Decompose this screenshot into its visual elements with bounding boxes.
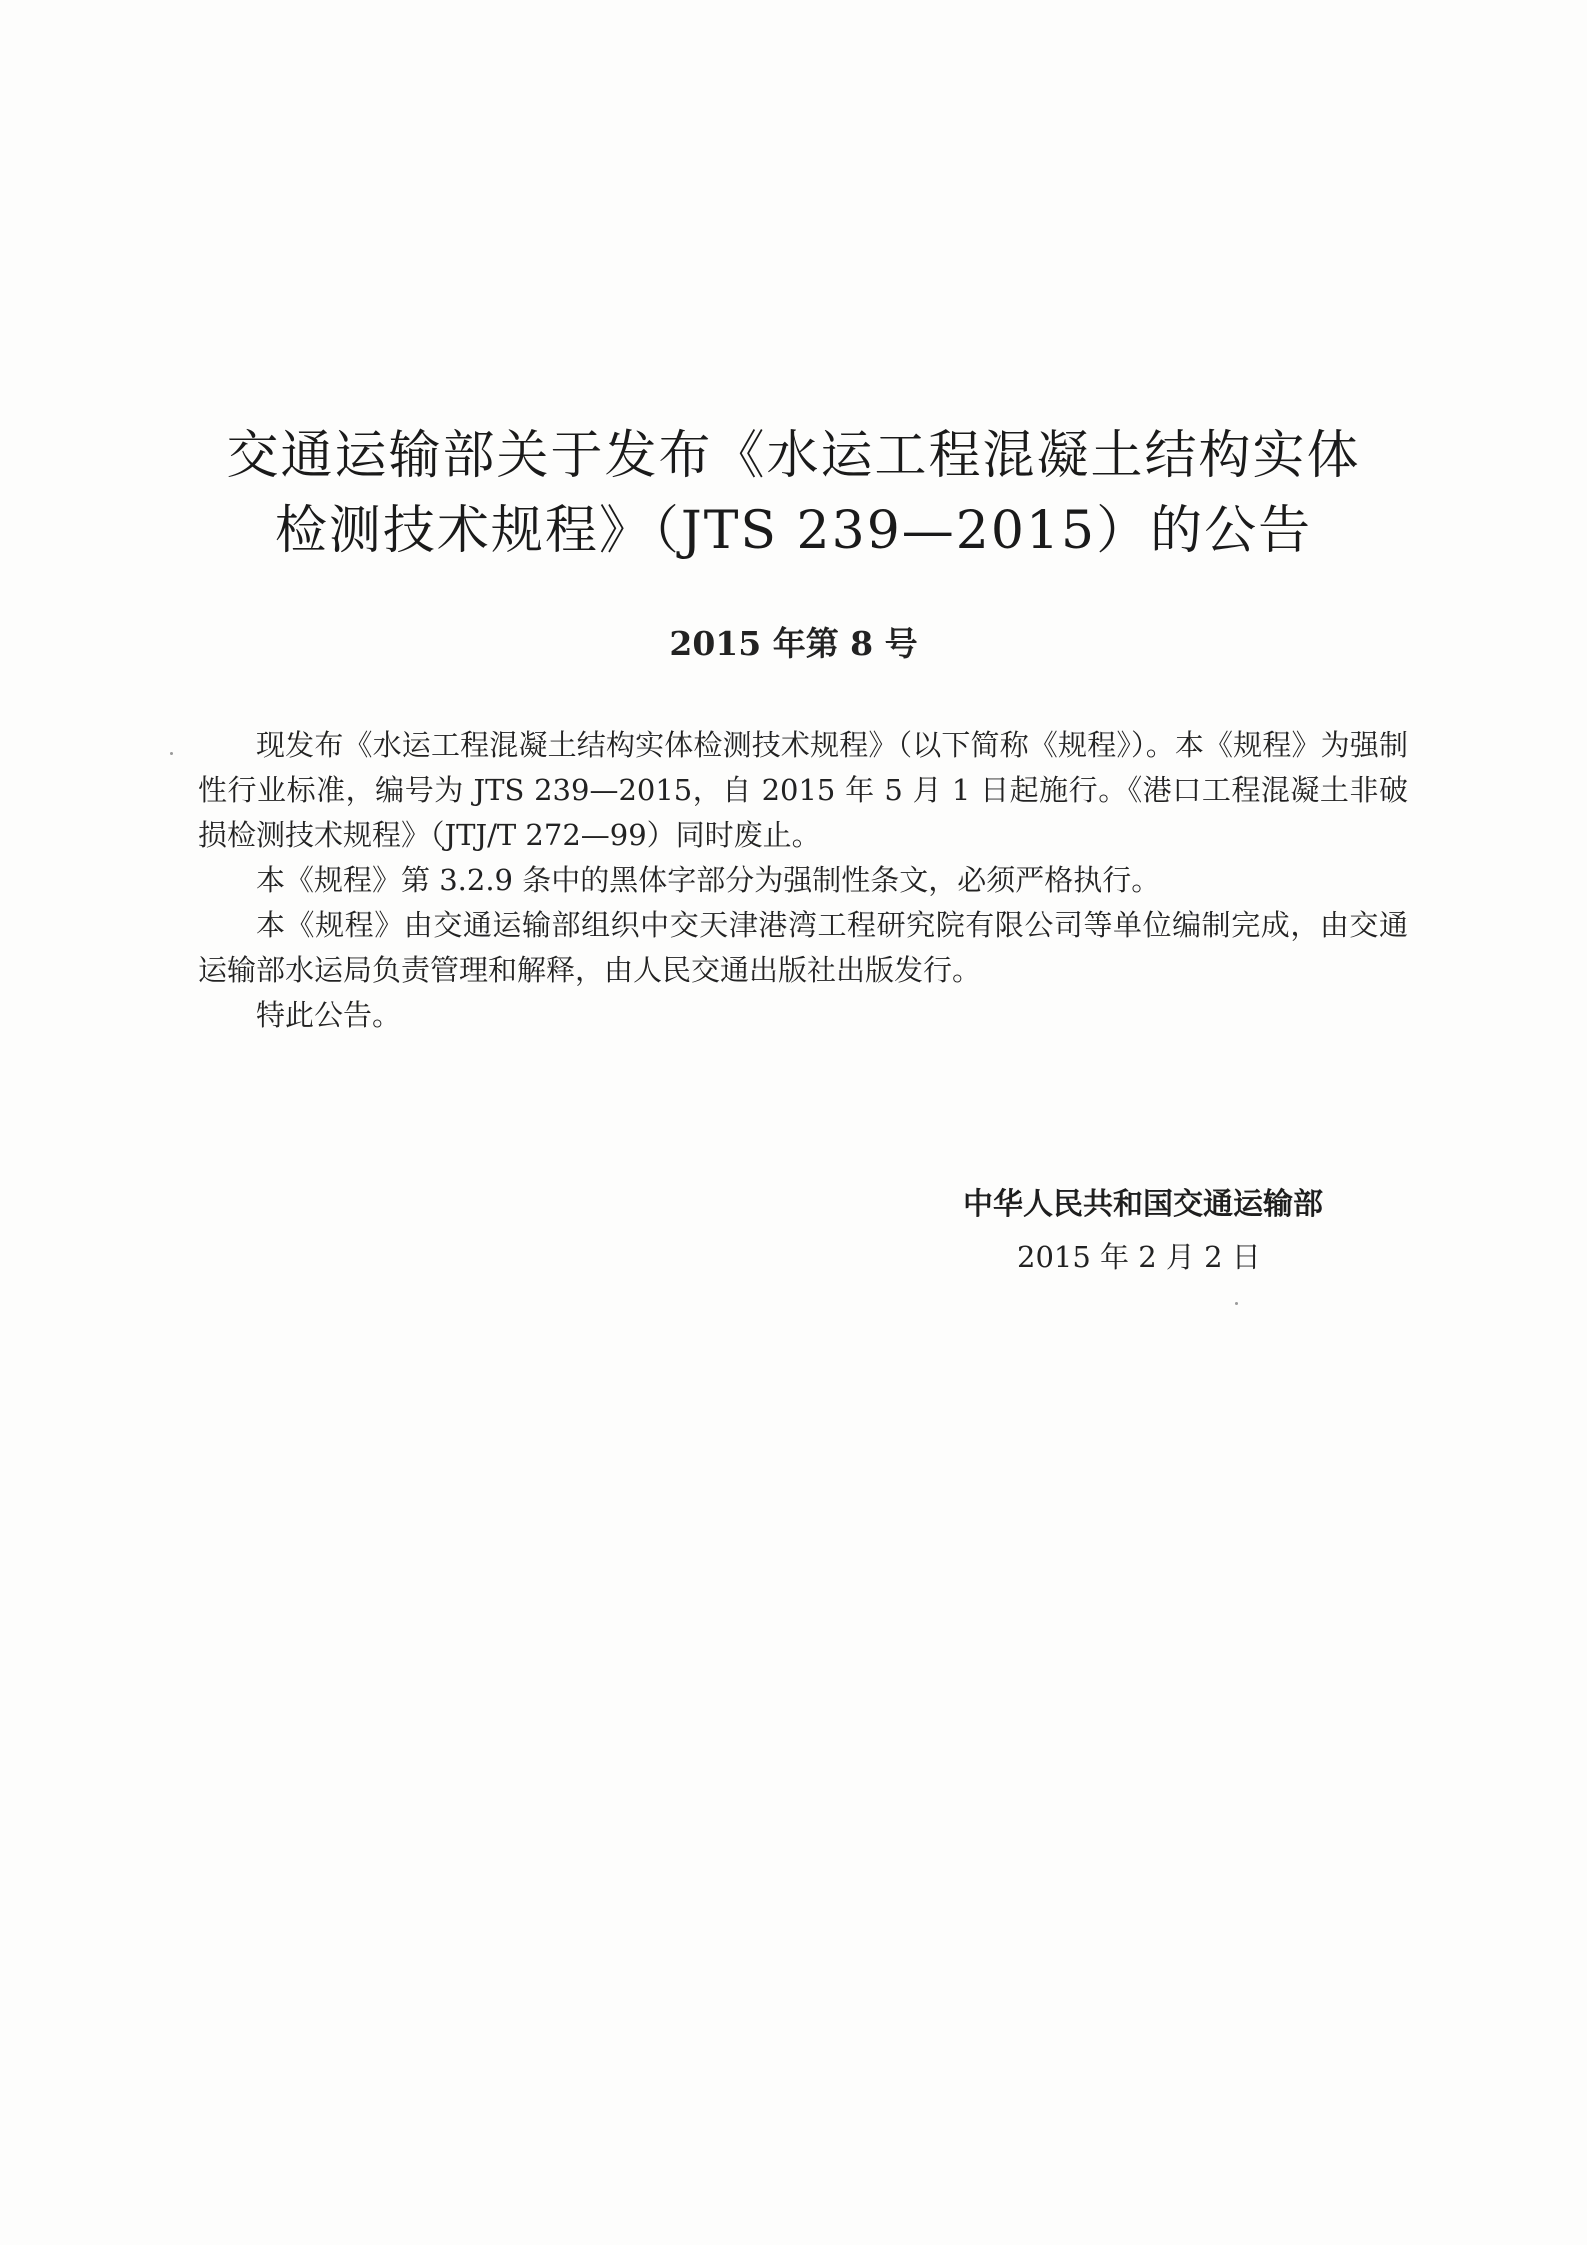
announcement-body	[198, 723, 1408, 1038]
document-number: 2015 年第 8 号	[669, 624, 918, 663]
paragraph-mandatory-clause: 本《规程》第 3.2.9 条中的黑体字部分为强制性条文，必须严格执行。	[256, 863, 1161, 897]
announcement-title-line-1: 交通运输部关于发布《水运工程混凝土结构实体	[226, 426, 1361, 486]
issuer-signature: 中华人民共和国交通运输部	[963, 1187, 1323, 1222]
paragraph-closing: 特此公告。	[256, 998, 402, 1032]
issue-date: 2015 年 2 月 2 日	[1017, 1240, 1261, 1274]
announcement-title-line-2: 检测技术规程》（JTS 239—2015）的公告	[274, 501, 1313, 561]
scan-speck	[1235, 1302, 1238, 1305]
scan-speck	[170, 752, 173, 755]
paragraph-compilation: 本《规程》由交通运输部组织中交天津港湾工程研究院有限公司等单位编制完成，由交通运输部水运局负责管理和解释，由人民交通出版社出版发行。	[198, 908, 1408, 987]
paragraph-publication: 现发布《水运工程混凝土结构实体检测技术规程》（以下简称《规程》）。本《规程》为强制性行业标准，编号为 JTS 239—2015，自 2015 年 5 月 1 日起施行。《港口工程混凝土非破损检测技术规程》（JTJ/T 272—99）同时废止。	[198, 728, 1408, 852]
